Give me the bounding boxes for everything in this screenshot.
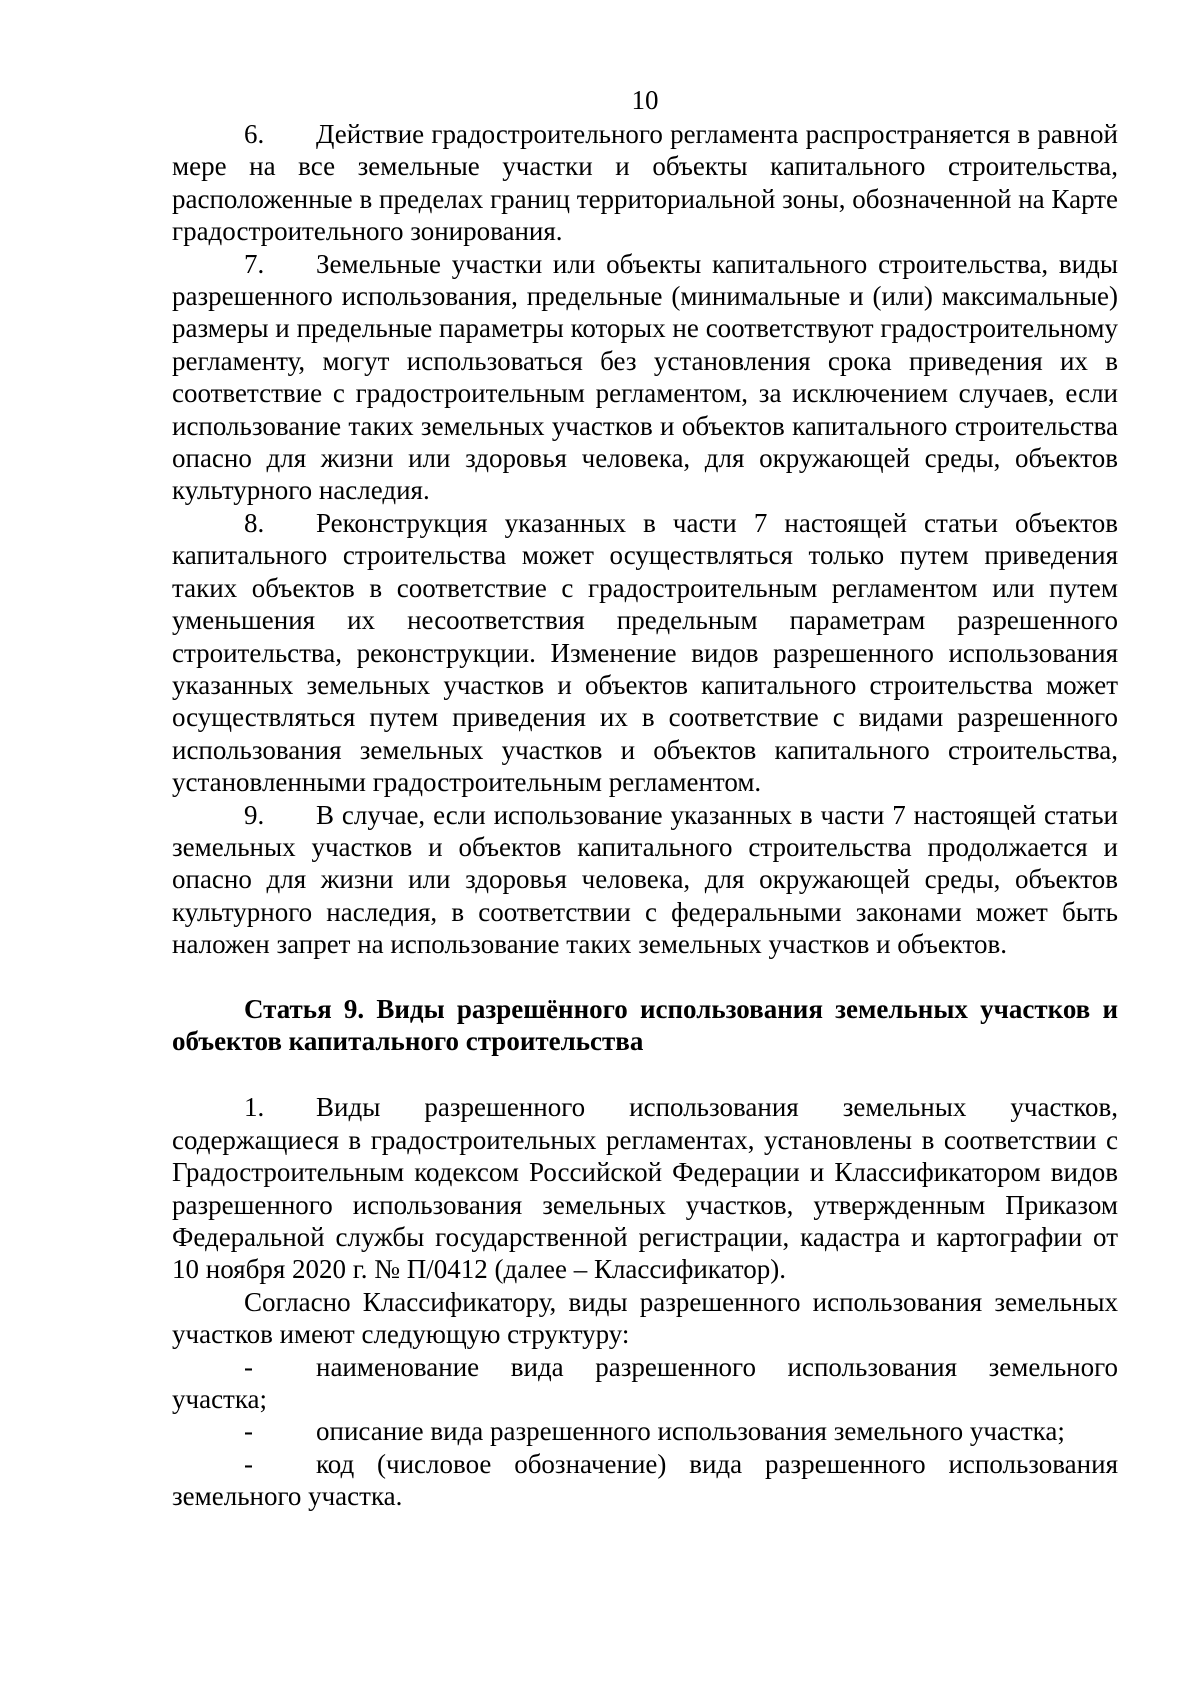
paragraph-number: 7.: [244, 248, 265, 279]
article-heading: Статья 9. Виды разрешённого использования земельных участков и объектов капитального строительства: [172, 993, 1118, 1056]
list-item: [172, 1448, 1118, 1513]
list-item-text: наименование вида разрешенного использования земельного участка;: [172, 1351, 1118, 1415]
paragraph-text: Действие градостроительного регламента распространяется в равной мере на все земельные участки и объекты капитального строительства, расположенные в пределах границ территориальной зоны, обозначенной на Карте градостроительного зонирования.: [172, 119, 1118, 247]
paragraph-number: 6.: [244, 119, 265, 149]
paragraph-8: [172, 507, 1118, 799]
paragraph-number: 8.: [244, 507, 265, 538]
list-item: [172, 1415, 1118, 1447]
paragraph-number: 1.: [244, 1092, 265, 1123]
document-page: [172, 82, 1118, 1513]
page-number: 10: [631, 85, 659, 115]
article-paragraph-2: Согласно Классификатору, виды разрешенного использования земельных участков имеют следующую структуру:: [172, 1286, 1118, 1350]
list-dash: -: [244, 1448, 253, 1479]
paragraph-text: Виды разрешенного использования земельных участков, содержащиеся в градостроительных регламентах, установлены в соответствии с Градостроительным кодексом Российской Федерации и Классификатором видов разрешенного использования земельных участков, утвержденным Приказом Федеральной службы государственной регистрации, кадастра и картографии от 10 ноября 2020 г. № П/0412 (далее – Классификатор).: [172, 1092, 1118, 1285]
paragraph-6: [172, 118, 1118, 248]
list-dash: -: [244, 1416, 253, 1447]
paragraph-text: Реконструкция указанных в части 7 настоящей статьи объектов капитального строительства может осуществляться только путем приведения таких объектов в соответствие с градостроительным регламентом или путем уменьшения их несоответствия предельным параметрам разрешенного строительства, реконструкции. Изменение видов разрешенного использования указанных земельных участков и объектов капитального строительства может осуществляться путем приведения их в соответствие с видами разрешенного использования земельных участков и объектов капитального строительства, установленными градостроительным регламентом.: [172, 507, 1118, 798]
list-item-text: код (числовое обозначение) вида разрешенного использования земельного участка.: [172, 1448, 1118, 1512]
article-paragraph-1: [172, 1091, 1118, 1285]
list-item: [172, 1351, 1118, 1416]
spacer: [172, 961, 1118, 993]
paragraph-text: В случае, если использование указанных в части 7 настоящей статьи земельных участков и объектов капитального строительства продолжается и опасно для жизни или здоровья человека, для окружающей среды, объектов культурного наследия, в соответствии с федеральными законами может быть наложен запрет на использование таких земельных участков и объектов.: [172, 799, 1118, 960]
paragraph-7: [172, 248, 1118, 507]
paragraph-number: 9.: [244, 799, 265, 830]
spacer: [172, 1057, 1118, 1091]
list-item-text: описание вида разрешенного использования земельного участка;: [316, 1416, 1065, 1447]
list-dash: -: [244, 1351, 253, 1382]
paragraph-9: [172, 799, 1118, 961]
paragraph-text: Земельные участки или объекты капитального строительства, виды разрешенного использования, предельные (минимальные и (или) максимальные) размеры и предельные параметры которых не соответствуют градостроительному регламенту, могут использоваться без установления срока приведения их в соответствие с градостроительным регламентом, за исключением случаев, если использование таких земельных участков и объектов капитального строительства опасно для жизни или здоровья человека, для окружающей среды, объектов культурного наследия.: [172, 248, 1118, 506]
